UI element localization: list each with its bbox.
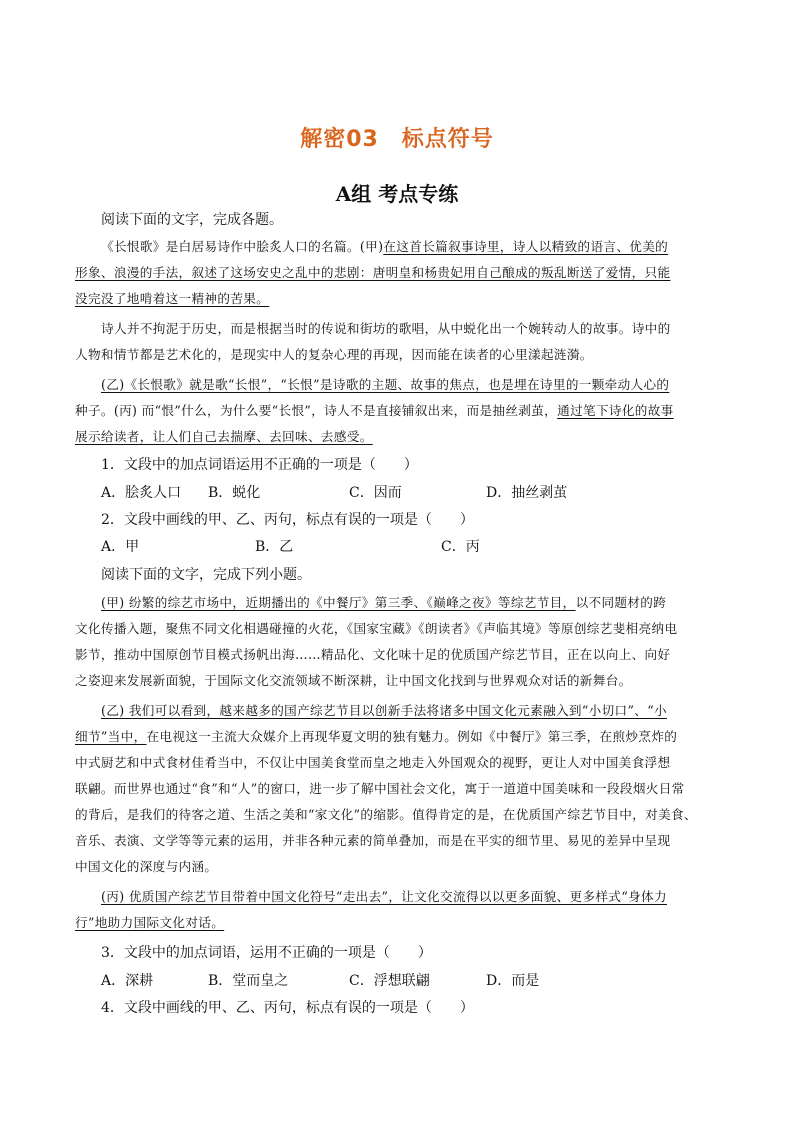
sentence-bing-underlined: 通过笔下诗化的故事 [557, 403, 674, 418]
sentence-yi-underlined-end: 细节”当中， [75, 729, 147, 744]
sentence-bing-underlined: (丙) 优质国产综艺节目带着中国文化符号“走出去”，让文化交流得以以更多面貌、更多样式“身体力 [101, 889, 667, 904]
passage2-b-line2 [75, 728, 677, 746]
page-title: 解密03 标点符号 [300, 127, 494, 152]
question-1-option-b: B．蜕化 [208, 485, 261, 501]
sentence-bing-underlined-end: 行”地助力国际文化对话。 [75, 915, 225, 930]
passage2-b-line7: 中国文化的深度与内涵。 [75, 859, 218, 874]
question-2-option-a: A．甲 [101, 539, 140, 555]
question-1-option-c: C．因而 [349, 485, 402, 501]
text-plain: 在电视这一主流大众媒介上再现华夏文明的独有魅力。例如《中餐厅》第三季，在煎炒烹炸的 [146, 729, 678, 744]
passage2-a-line1 [101, 594, 666, 612]
text-plain: 《长恨歌》是白居易诗作中脍炙人口的名篇。(甲) [101, 239, 384, 254]
sentence-yi-underlined: (乙)《长恨歌》就是歌“长恨”，“长恨”是诗歌的主题、故事的焦点，也是埋在诗里的一颗牵动人心的 [101, 377, 670, 392]
section-heading: A组 考点专练 [335, 182, 459, 206]
passage2-b-line5: 的背后，是我们的待客之道、生活之美和“家文化”的缩影。值得肯定的是，在优质国产综艺节目中，对美食、 [75, 807, 697, 822]
text-plain: 以不同题材的跨 [575, 595, 667, 610]
passage1-p1-line1 [101, 238, 668, 256]
passage1-p1-line2: 形象、浪漫的手法，叙述了这场安史之乱中的悲剧：唐明皇和杨贵妃用自己酿成的叛乱断送了爱情，只能 [75, 265, 671, 280]
passage2-a-line3: 影节，推动中国原创节目模式扬帆出海……精品化、文化味十足的优质国产综艺节目，正在以向上、向好 [75, 647, 671, 662]
question-3-stem: 3．文段中的加点词语，运用不正确的一项是（ ） [101, 945, 432, 961]
passage2-intro: 阅读下面的文字，完成下列小题。 [101, 567, 311, 583]
question-2-option-b: B．乙 [255, 539, 294, 555]
passage2-a-line2: 文化传播入题，聚焦不同文化相遇碰撞的火花，《国家宝藏》《朗读者》《声临其境》等原创综艺斐相亮纳电 [75, 621, 678, 636]
passage1-intro: 阅读下面的文字，完成各题。 [101, 212, 283, 228]
text-plain: 种子。(丙) 而“恨”什么，为什么要“长恨”，诗人不是直接铺叙出来，而是抽丝剥茧， [75, 403, 558, 418]
question-4-stem: 4．文段中画线的甲、乙、丙句，标点有误的一项是（ ） [101, 1000, 474, 1016]
passage2-a-line4: 之姿迎来发展新面貌，于国际文化交流领域不断深耕，让中国文化找到与世界观众对话的新舞台。 [75, 673, 632, 688]
question-1-option-a: A．脍炙人口 [101, 485, 182, 501]
sentence-jia-underlined: 在这首长篇叙事诗里，诗人以精致的语言、优美的 [383, 239, 669, 254]
question-3-option-c: C．浮想联翩 [349, 973, 430, 989]
question-3-option-d: D．而是 [486, 973, 540, 989]
passage2-b-line4: 联翩。而世界也通过“食”和“人”的窗口，进一步了解中国社会文化，寓于一道道中国美味和一段段烟火日常 [75, 781, 685, 796]
passage2-b-line6: 音乐、表演、文学等等元素的运用，并非各种元素的简单叠加，而是在平实的细节里、易见的差异中呈现 [75, 833, 671, 848]
question-1-stem: 1．文段中的加点词语运用不正确的一项是（ ） [101, 457, 418, 473]
passage1-p3-line3: 展示给读者，让人们自己去揣摩、去回味、去感受。 [75, 429, 373, 444]
sentence-jia-underlined: (甲) 纷繁的综艺市场中，近期播出的《中餐厅》第三季、《巅峰之夜》等综艺节目， [101, 595, 576, 610]
passage1-p2-line1: 诗人并不拘泥于历史，而是根据当时的传说和街坊的歌唱，从中蜕化出一个婉转动人的故事。诗中的 [101, 321, 671, 336]
passage1-p3-line2 [75, 402, 674, 420]
question-2-option-c: C．丙 [441, 539, 480, 555]
question-3-option-b: B．堂而皇之 [208, 973, 289, 989]
passage2-b-line3: 中式厨艺和中式食材佳肴当中，不仅让中国美食堂而皇之地走入外国观众的视野，更让人对中国美食浮想 [75, 755, 671, 770]
question-1-option-d: D．抽丝剥茧 [486, 485, 568, 501]
question-3-option-a: A．深耕 [101, 973, 154, 989]
passage1-p2-line2: 人物和情节都是艺术化的，是现实中人的复杂心理的再现，因而能在读者的心里漾起涟漪。 [75, 347, 593, 362]
sentence-yi-underlined: (乙) 我们可以看到，越来越多的国产综艺节目以创新手法将诸多中国文化元素融入到“小切口”、“小 [101, 703, 667, 718]
question-2-stem: 2．文段中画线的甲、乙、丙句，标点有误的一项是（ ） [101, 512, 474, 528]
passage1-p1-line3: 没完没了地啃着这一精神的苦果。 [75, 291, 270, 306]
